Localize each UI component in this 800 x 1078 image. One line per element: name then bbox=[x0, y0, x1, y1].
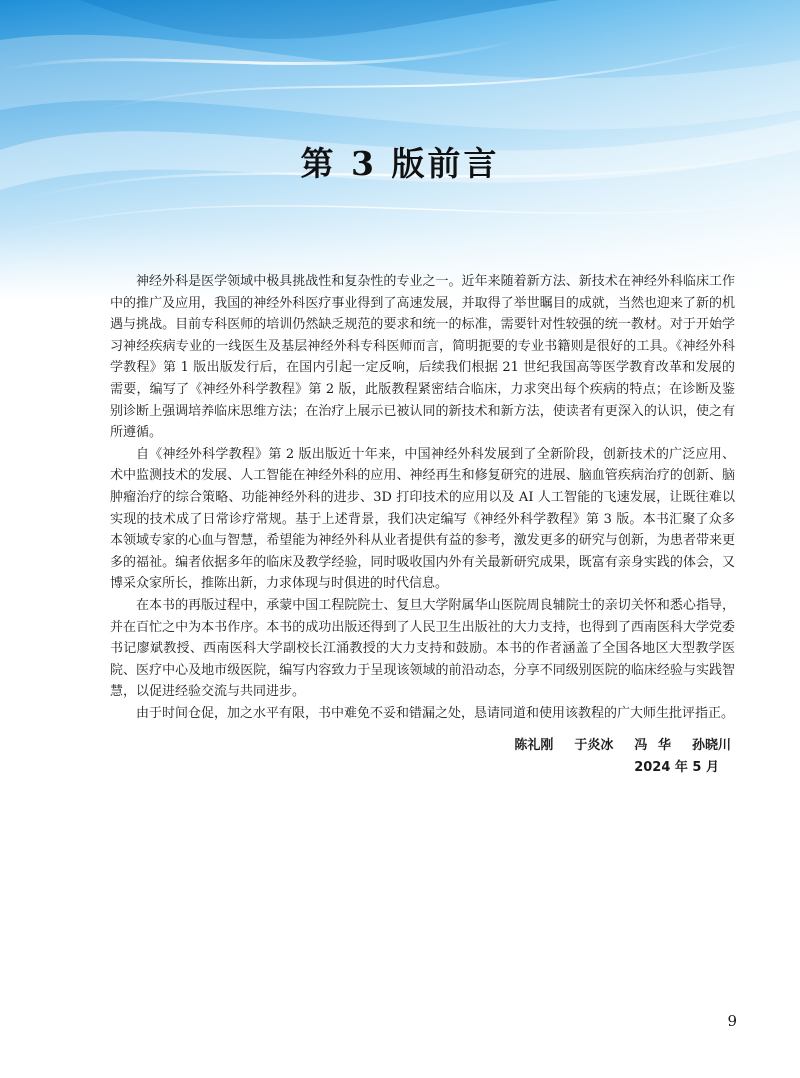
paragraph: 由于时间仓促，加之水平有限，书中难免不妥和错漏之处，恳请同道和使用该教程的广大师生批评指正。 bbox=[136, 705, 735, 721]
preface-body bbox=[110, 271, 735, 724]
paragraph: 神经外科是医学领域中极具挑战性和复杂性的专业之一。近年来随着新方法、新技术在神经外科临床工作中的推广及应用，我国的神经外科医疗事业得到了高速发展，并取得了举世瞩目的成就，当然也迎来了新的机遇与挑战。目前专科医师的培训仍然缺乏规范的要求和统一的标准，需要针对性较强的统一教材。对于开始学习神经疾病专业的一线医生及基层神经外科专科医师而言，简明扼要的专业书籍则是很好的工具。《神经外科学教程》第 1 版出版发行后，在国内引起一定反响，后续我们根据 21 世纪我国高等医学教育改革和发展的需要，编写了《神经外科学教程》第 2 版，此版教程紧密结合临床，力求突出每个疾病的特点；在诊断及鉴别诊断上强调培养临床思维方法；在治疗上展示已被认同的新技术和新方法，使读者有更深入的认识，使之有所遵循。 bbox=[110, 274, 735, 441]
paragraph: 自《神经外科学教程》第 2 版出版近十年来，中国神经外科发展到了全新阶段，创新技术的广泛应用、术中监测技术的发展、人工智能在神经外科的应用、神经再生和修复研究的进展、脑血管疾病治疗的创新、脑肿瘤治疗的综合策略、功能神经外科的进步、3D 打印技术的应用以及 AI 人工智能的飞速发展，让既往难以实现的技术成了日常诊疗常规。基于上述背景，我们决定编写《神经外科学教程》第 3 版。本书汇聚了众多本领域专家的心血与智慧，希望能为神经外科从业者提供有益的参考，激发更多的研究与创新，为患者带来更多的福祉。编者依据多年的临床及教学经验，同时吸收国内外有关最新研究成果，既富有亲身实践的体会，又博采众家所长，推陈出新，力求体现与时俱进的时代信息。 bbox=[110, 446, 735, 592]
signature-block bbox=[514, 735, 731, 780]
page-number: 9 bbox=[727, 1012, 737, 1030]
date: 2024 年 5 月 bbox=[634, 760, 719, 775]
page-title: 第 3 版前言 bbox=[300, 144, 500, 183]
paragraph: 在本书的再版过程中，承蒙中国工程院院士、复旦大学附属华山医院周良辅院士的亲切关怀和悉心指导，并在百忙之中为本书作序。本书的成功出版还得到了人民卫生出版社的大力支持，也得到了西南医科大学党委书记廖斌教授、西南医科大学副校长江涌教授的大力支持和鼓励。本书的作者涵盖了全国各地区大型教学医院、医疗中心及地市级医院，编写内容致力于呈现该领域的前沿动态，分享不同级别医院的临床经验与实践智慧，以促进经验交流与共同进步。 bbox=[110, 597, 735, 700]
authors: 陈礼刚 于炎冰 冯 华 孙晓川 bbox=[514, 738, 731, 753]
